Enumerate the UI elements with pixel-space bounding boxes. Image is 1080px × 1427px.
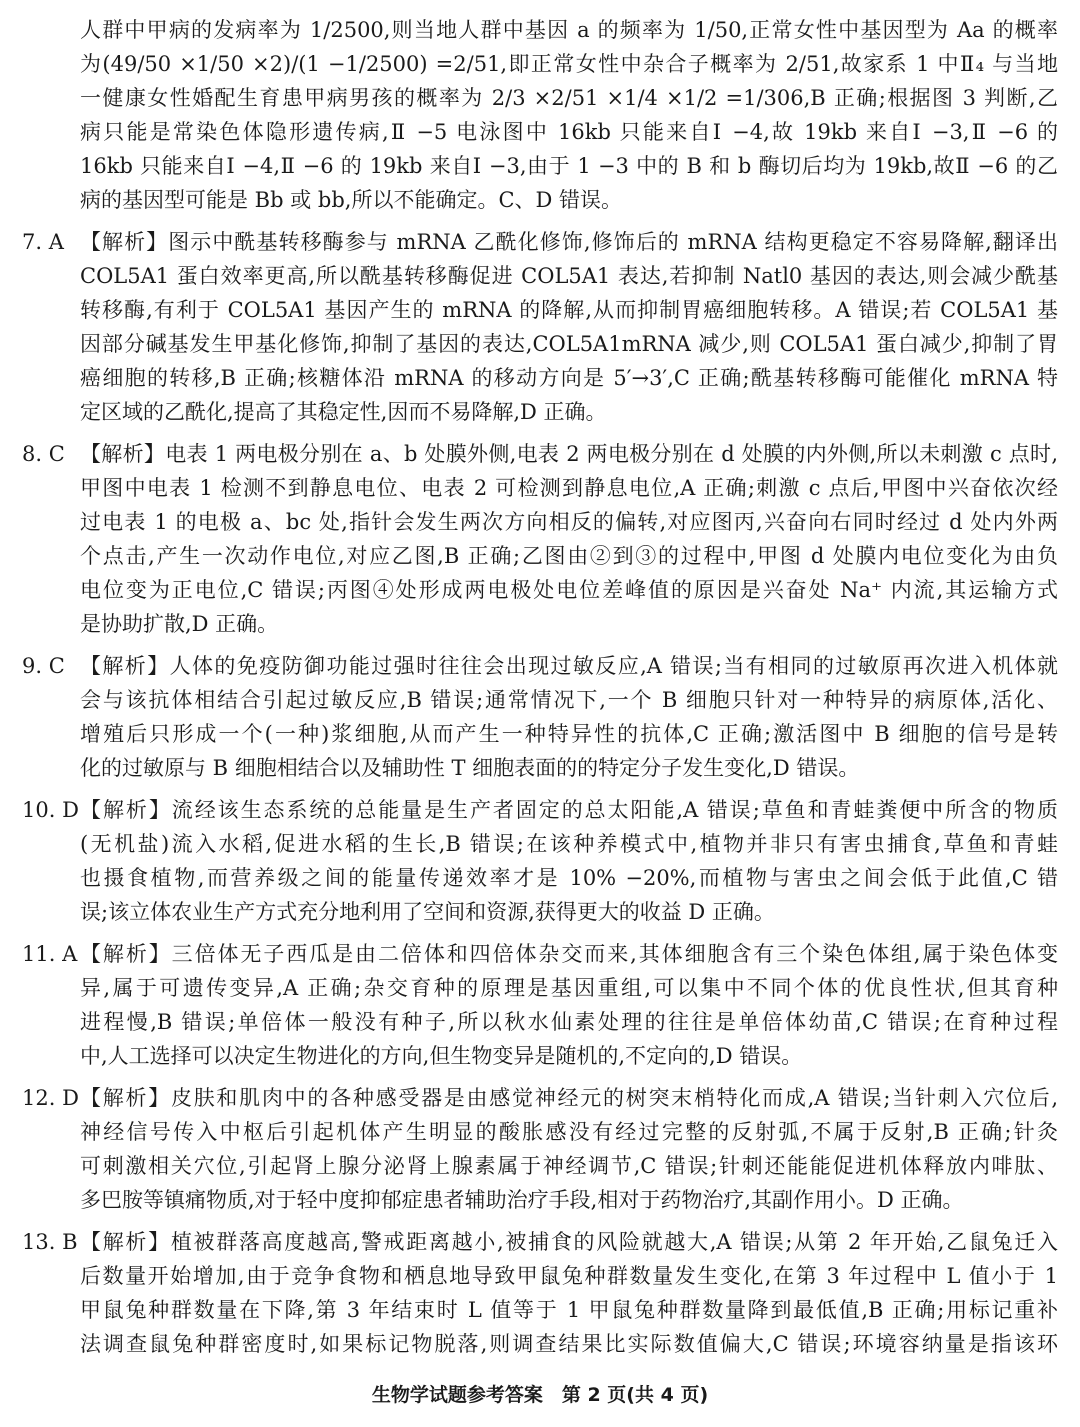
- text-line: 定区域的乙酰化,提高了其稳定性,因而不易降解,D 正确。: [80, 400, 607, 424]
- question-number: 12. D: [22, 1086, 79, 1110]
- text-line: 【解析】人体的免疫防御功能过强时往往会出现过敏反应,A 错误;当有相同的过敏原再次进入机体就: [80, 654, 1058, 678]
- text-line: 误;该立体农业生产方式充分地利用了空间和资源,获得更大的收益 D 正确。: [80, 900, 775, 924]
- question-number: 11. A: [22, 942, 78, 966]
- question-number: 13. B: [22, 1230, 78, 1254]
- answer-item: [0, 437, 1080, 641]
- text-line: 增殖后只形成一个(一种)浆细胞,从而产生一种特异性的抗体,C 正确;激活图中 B 细胞的信号是转: [80, 722, 1058, 746]
- text-line: 可刺激相关穴位,引起肾上腺分泌肾上腺素属于神经调节,C 错误;针刺还能能促进机体释放内啡肽、: [80, 1154, 1058, 1178]
- text-line: 电位变为正电位,C 错误;丙图④处形成两电极处电位差峰值的原因是兴奋处 Na⁺ 内流,其运输方式: [80, 578, 1058, 602]
- text-line: 为(49/50 ×1/50 ×2)/(1 −1/2500) =2/51,即正常女性中杂合子概率为 2/51,故家系 1 中Ⅱ₄ 与当地: [80, 52, 1058, 76]
- text-line: 化的过敏原与 B 细胞相结合以及辅助性 T 细胞表面的的特定分子发生变化,D 错误。: [80, 756, 860, 780]
- text-line: 异,属于可遗传变异,A 正确;杂交育种的原理是基因重组,可以集中不同个体的优良性状,但其育种: [80, 976, 1058, 1000]
- text-line: 转移酶,有利于 COL5A1 基因产生的 mRNA 的降解,从而抑制胃癌细胞转移。A 错误;若 COL5A1 基: [80, 298, 1058, 322]
- question-number: 9. C: [22, 654, 65, 678]
- text-line: 进程慢,B 错误;单倍体一般没有种子,所以秋水仙素处理的往往是单倍体幼苗,C 错误;在育种过程: [80, 1010, 1058, 1034]
- text-line: 癌细胞的转移,B 正确;核糖体沿 mRNA 的移动方向是 5′→3′,C 正确;酰基转移酶可能催化 mRNA 特: [80, 366, 1058, 390]
- text-line: 甲图中电表 1 检测不到静息电位、电表 2 可检测到静息电位,A 正确;刺激 c 点后,甲图中兴奋依次经: [80, 476, 1058, 500]
- answer-item: [0, 1081, 1080, 1217]
- question-number: 7. A: [22, 230, 64, 254]
- text-line: 【解析】图示中酰基转移酶参与 mRNA 乙酰化修饰,修饰后的 mRNA 结构更稳定不容易降解,翻译出: [80, 230, 1058, 254]
- text-line: 会与该抗体相结合引起过敏反应,B 错误;通常情况下,一个 B 细胞只针对一种特异的病原体,活化、: [80, 688, 1058, 712]
- text-line: 【解析】皮肤和肌肉中的各种感受器是由感觉神经元的树突末梢特化而成,A 错误;当针刺入穴位后,: [80, 1086, 1058, 1110]
- text-line: 人群中甲病的发病率为 1/2500,则当地人群中基因 a 的频率为 1/50,正常女性中基因型为 Aa 的概率: [80, 18, 1058, 42]
- text-line: 【解析】植被群落高度越高,警戒距离越小,被捕食的风险就越大,A 错误;从第 2 年开始,乙鼠兔迁入: [80, 1230, 1058, 1254]
- text-line: 法调查鼠兔种群密度时,如果标记物脱落,则调查结果比实际数值偏大,C 错误;环境容纳量是指该环: [80, 1332, 1058, 1356]
- answer-item: [0, 649, 1080, 785]
- answer-item: [0, 13, 1080, 217]
- text-line: (无机盐)流入水稻,促进水稻的生长,B 错误;在该种养模式中,植物并非只有害虫捕食,草鱼和青蛙: [80, 832, 1058, 856]
- text-line: 因部分碱基发生甲基化修饰,抑制了基因的表达,COL5A1mRNA 减少,则 COL5A1 蛋白减少,抑制了胃: [80, 332, 1058, 356]
- text-line: 病的基因型可能是 Bb 或 bb,所以不能确定。C、D 错误。: [80, 188, 623, 212]
- text-line: COL5A1 蛋白效率更高,所以酰基转移酶促进 COL5A1 表达,若抑制 Natl0 基因的表达,则会减少酰基: [80, 264, 1058, 288]
- question-number: 10. D: [22, 798, 79, 822]
- text-line: 甲鼠兔种群数量在下降,第 3 年结束时 L 值等于 1 甲鼠兔种群数量降到最低值,B 正确;用标记重补: [80, 1298, 1058, 1322]
- text-line: 也摄食植物,而营养级之间的能量传递效率才是 10% −20%,而植物与害虫之间会低于此值,C 错: [80, 866, 1058, 890]
- answer-item: [0, 937, 1080, 1073]
- text-line: 多巴胺等镇痛物质,对于轻中度抑郁症患者辅助治疗手段,相对于药物治疗,其副作用小。D 正确。: [80, 1188, 964, 1212]
- text-line: 【解析】电表 1 两电极分别在 a、b 处膜外侧,电表 2 两电极分别在 d 处膜的内外侧,所以未刺激 c 点时,: [80, 442, 1058, 466]
- answer-document: [0, 13, 1080, 1361]
- text-line: 【解析】流经该生态系统的总能量是生产者固定的总太阳能,A 错误;草鱼和青蛙粪便中所含的物质: [80, 798, 1058, 822]
- text-line: 【解析】三倍体无子西瓜是由二倍体和四倍体杂交而来,其体细胞含有三个染色体组,属于染色体变: [80, 942, 1058, 966]
- page-footer: 生物学试题参考答案 第 2 页(共 4 页): [371, 1384, 709, 1406]
- answer-item: [0, 1225, 1080, 1361]
- question-number: 8. C: [22, 442, 65, 466]
- text-line: 16kb 只能来自Ⅰ −4,Ⅱ −6 的 19kb 来自Ⅰ −3,由于 1 −3 中的 B 和 b 酶切后均为 19kb,故Ⅱ −6 的乙: [80, 154, 1058, 178]
- text-line: 后数量开始增加,由于竞争食物和栖息地导致甲鼠兔种群数量发生变化,在第 3 年过程中 L 值小于 1: [80, 1264, 1058, 1288]
- text-line: 神经信号传入中枢后引起机体产生明显的酸胀感没有经过完整的反射弧,不属于反射,B 正确;针灸: [80, 1120, 1058, 1144]
- answer-item: [0, 225, 1080, 429]
- text-line: 病只能是常染色体隐形遗传病,Ⅱ −5 电泳图中 16kb 只能来自Ⅰ −4,故 19kb 来自Ⅰ −3,Ⅱ −6 的: [80, 120, 1058, 144]
- answer-item: [0, 793, 1080, 929]
- text-line: 中,人工选择可以决定生物进化的方向,但生物变异是随机的,不定向的,D 错误。: [80, 1044, 803, 1068]
- text-line: 过电表 1 的电极 a、bc 处,指针会发生两次方向相反的偏转,对应图丙,兴奋向右同时经过 d 处内外两: [80, 510, 1058, 534]
- text-line: 一健康女性婚配生育患甲病男孩的概率为 2/3 ×2/51 ×1/4 ×1/2 =1/306,B 正确;根据图 3 判断,乙: [80, 86, 1058, 110]
- text-line: 个点击,产生一次动作电位,对应乙图,B 正确;乙图由②到③的过程中,甲图 d 处膜内电位变化为由负: [80, 544, 1058, 568]
- text-line: 是协助扩散,D 正确。: [80, 612, 279, 636]
